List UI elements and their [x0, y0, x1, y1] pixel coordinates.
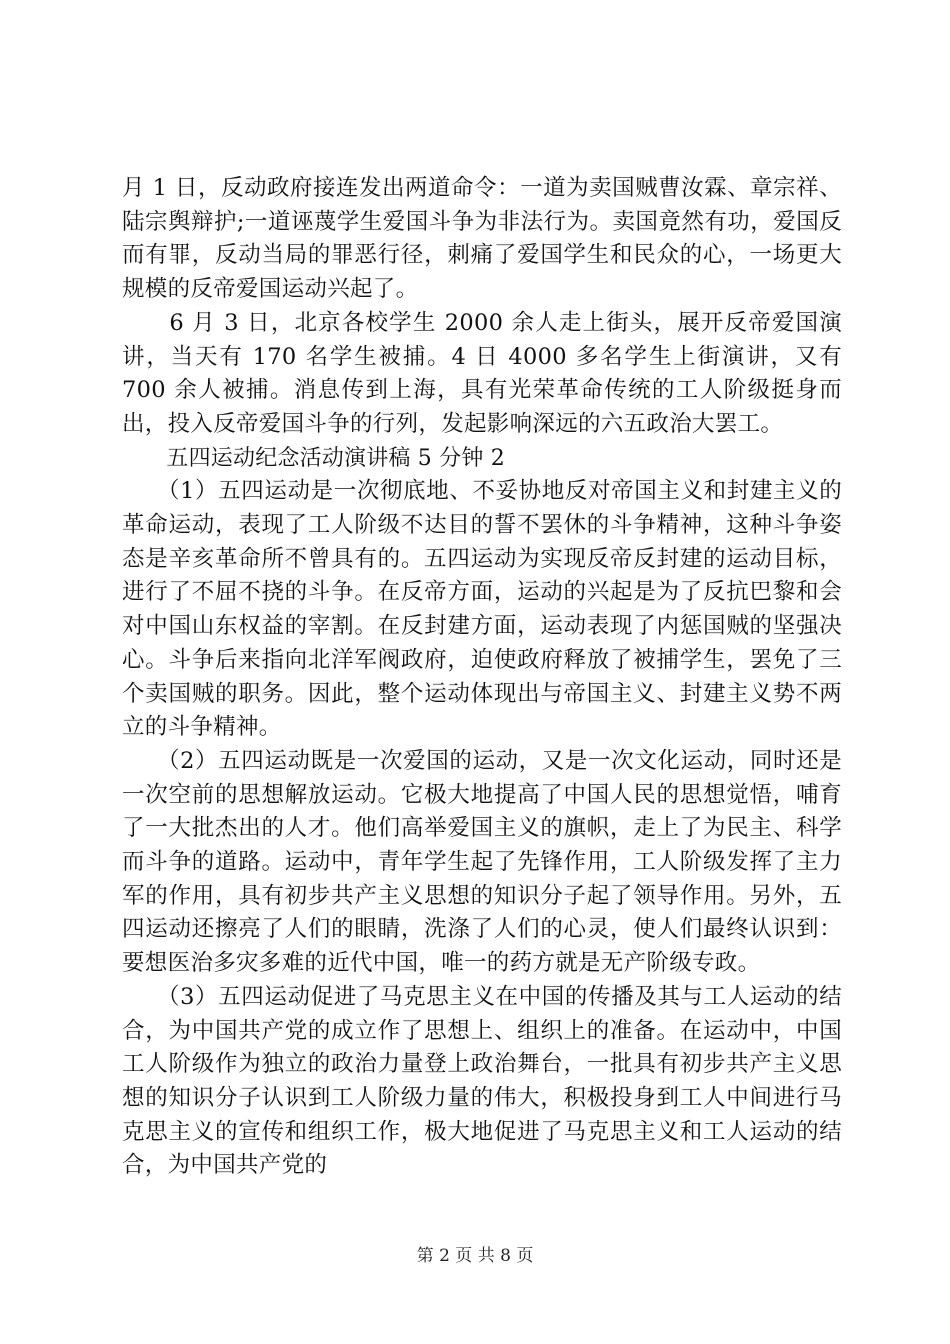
paragraph-june-strike: 6 月 3 日，北京各校学生 2000 余人走上街头，展开反帝爱国演讲，当天有 170 名学生被捕。4 日 4000 多名学生上街演讲，又有 700 余人被捕。消息传到上海，具有光荣革命传统的工人阶级挺身而出，投入反帝爱国斗争的行列，发起影响深远的六五政治大罢工。 — [122, 309, 850, 437]
paragraph-point-2: （2）五四运动既是一次爱国的运动，又是一次文化运动，同时还是一次空前的思想解放运动。它极大地提高了中国人民的思想觉悟，哺育了一大批杰出的人才。他们高举爱国主义的旗帜，走上了为民主、科学而斗争的道路。运动中，青年学生起了先锋作用，工人阶级发挥了主力军的作用，具有初步共产主义思想的知识分子起了领导作用。另外，五四运动还擦亮了人们的眼睛，洗涤了人们的心灵，使人们最终认识到：要想医治多灾多难的近代中国，唯一的药方就是无产阶级专政。 — [122, 747, 842, 977]
document-body — [122, 172, 850, 1183]
page-number-footer: 第 2 页 共 8 页 — [416, 1246, 534, 1266]
paragraph-government-orders: 月 1 日，反动政府接连发出两道命令：一道为卖国贼曹汝霖、章宗祥、陆宗舆辩护;一道诬蔑学生爱国斗争为非法行为。卖国竟然有功，爱国反而有罪，反动当局的罪恶行径，刺痛了爱国学生和民众的心，一场更大规模的反帝爱国运动兴起了。 — [122, 175, 842, 303]
section-heading: 五四运动纪念活动演讲稿 5 分钟 2 — [122, 445, 505, 471]
paragraph-point-3: （3）五四运动促进了马克思主义在中国的传播及其与工人运动的结合，为中国共产党的成立作了思想上、组织上的准备。在运动中，中国工人阶级作为独立的政治力量登上政治舞台，一批具有初步共产主义思想的知识分子认识到工人阶级力量的伟大，积极投身到工人中间进行马克思主义的宣传和组织工作，极大地促进了马克思主义和工人运动的结合，为中国共产党的 — [122, 983, 842, 1179]
paragraph-point-1: （1）五四运动是一次彻底地、不妥协地反对帝国主义和封建主义的革命运动，表现了工人阶级不达目的誓不罢休的斗争精神，这种斗争姿态是辛亥革命所不曾具有的。五四运动为实现反帝反封建的运动目标，进行了不屈不挠的斗争。在反帝方面，运动的兴起是为了反抗巴黎和会对中国山东权益的宰割。在反封建方面，运动表现了内惩国贼的坚强决心。斗争后来指向北洋军阀政府，迫使政府释放了被捕学生，罢免了三个卖国贼的职务。因此，整个运动体现出与帝国主义、封建主义势不两立的斗争精神。 — [122, 478, 842, 741]
